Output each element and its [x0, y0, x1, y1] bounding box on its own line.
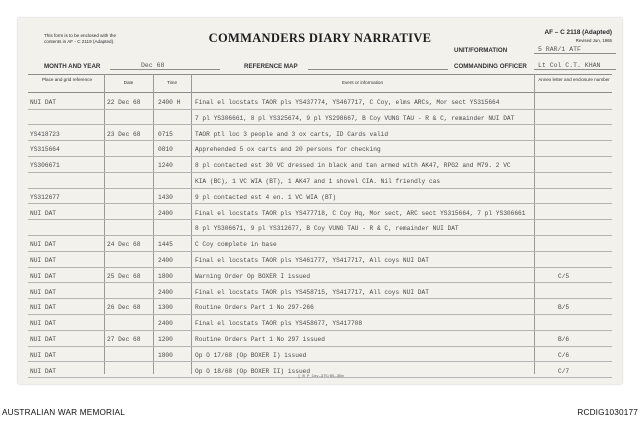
table-top-rule — [28, 74, 612, 75]
row-rule — [28, 156, 612, 157]
cell-place: YS306671 — [30, 162, 60, 170]
cell-event: TAOR ptl loc 3 people and 3 ox carts, ID Cards valid — [195, 130, 389, 138]
cell-time: 0810 — [158, 146, 173, 154]
cell-time: 1445 — [158, 241, 173, 249]
cell-annex: C/6 — [558, 351, 570, 359]
cell-place: YS312677 — [30, 193, 60, 201]
cell-time: 1240 — [158, 162, 173, 170]
row-rule — [28, 251, 612, 252]
column-header-date: Date — [123, 80, 134, 85]
cell-time: 1200 — [158, 336, 173, 343]
cell-date: 25 Dec 68 — [107, 272, 141, 280]
cell-place: NUI DAT — [30, 351, 56, 359]
cell-time: 2400 — [158, 320, 173, 328]
commanding-officer-value: Lt Col C.T. KHAN — [538, 62, 601, 69]
row-rule — [28, 282, 612, 283]
commanding-officer-label: COMMANDING OFFICER — [454, 63, 527, 70]
form-revision: Revised Jun, 1965 — [575, 38, 612, 43]
row-rule — [28, 188, 612, 189]
unit-underline — [534, 53, 616, 54]
cell-event: Warning Order Op BOXER I issued — [195, 272, 311, 280]
cell-event: 8 pl YS306671, 9 pl YS312677, B Coy VUNG TAU - R & C, remainder NUI DAT — [195, 225, 459, 233]
cell-event: KIA (BC), 1 VC WIA (BT), 1 AK47 and 1 shovel CIA. Nil friendly cas — [195, 178, 441, 185]
archive-caption: AUSTRALIAN WAR MEMORIAL — [2, 408, 126, 417]
cell-event: Routine Orders Part 1 No 297-266 — [195, 304, 314, 312]
cell-place: NUI DAT — [30, 367, 56, 375]
row-rule — [28, 219, 612, 220]
row-rule — [28, 203, 612, 204]
cell-place: NUI DAT — [30, 320, 56, 328]
cell-date: 24 Dec 68 — [107, 241, 141, 249]
cell-place: NUI DAT — [30, 288, 56, 296]
reference-map-label: REFERENCE MAP — [244, 63, 298, 70]
cell-time: 1800 — [158, 351, 173, 359]
row-rule — [28, 172, 612, 173]
cell-event: Final el locstats TAOR pls YS461777, YS417717, All coys NUI DAT — [195, 257, 429, 264]
cell-time: 1300 — [158, 304, 173, 312]
cell-event: C Coy complete in base — [195, 241, 277, 249]
printer-line: [ R P Cov—375/65—35m — [298, 375, 344, 379]
cell-event: Op O 17/68 (Op BOXER I) issued — [195, 351, 307, 359]
row-rule — [28, 314, 612, 315]
cell-time: 2400 — [158, 257, 173, 264]
cell-event: 9 pl contacted est 4 en. 1 VC WIA (BT) — [195, 193, 337, 201]
cell-place: NUI DAT — [30, 99, 56, 106]
column-header-place: Place and grid reference — [41, 77, 93, 82]
column-header-time: Time — [166, 80, 178, 85]
cell-place: NUI DAT — [30, 304, 56, 312]
row-rule — [28, 267, 612, 268]
enclosure-note: This form is to be enclosed with the contents in AF - C 2119 (Adapted). — [44, 33, 117, 44]
cell-event: Final el locstats TAOR pls YS437774, YS467717, C Coy, elms ARCs, Mor sect YS315664 — [195, 99, 500, 106]
row-rule — [28, 140, 612, 141]
column-header-events: Event or information — [341, 80, 384, 85]
cell-event: Routine Orders Part 1 No 297 issued — [195, 336, 325, 343]
cell-place: NUI DAT — [30, 336, 56, 343]
reference-map-underline — [308, 69, 448, 70]
cell-date: 22 Dec 68 — [107, 99, 141, 106]
cell-event: Apprehended 5 ox carts and 20 persons for checking — [195, 146, 381, 154]
row-rule — [28, 124, 612, 125]
cell-event: Final el locstats TAOR pls YS477718, C Coy Hq, Mor sect, ARC sect YS315664, 7 pl YS306661 — [195, 209, 526, 217]
cell-time: 0715 — [158, 130, 173, 138]
diary-sheet — [18, 18, 622, 384]
unit-label: UNIT/FORMATION — [454, 47, 508, 54]
cell-date: 23 Dec 68 — [107, 130, 141, 138]
cell-time: 2400 H — [158, 99, 181, 106]
row-rule — [28, 109, 612, 110]
cell-place: NUI DAT — [30, 257, 56, 264]
cell-annex: C/5 — [558, 272, 570, 280]
cell-place: NUI DAT — [30, 272, 56, 280]
cell-event: Op O 18/68 (Op BOXER II) issued — [195, 367, 311, 375]
row-rule — [28, 235, 612, 236]
cell-annex: B/6 — [558, 336, 570, 343]
cell-event: Final el locstats TAOR pls YS458677, YS417708 — [195, 320, 363, 328]
cell-annex: C/7 — [558, 367, 570, 375]
cell-place: NUI DAT — [30, 241, 56, 249]
header-bottom-rule — [28, 92, 612, 93]
cell-time: 1430 — [158, 193, 173, 201]
unit-value: 5 RAR/1 ATF — [538, 46, 581, 53]
cell-time: 2400 — [158, 288, 173, 296]
cell-event: 8 pl contacted est 30 VC dressed in black and tan armed with AK47, RPG2 and M79. 2 VC — [195, 162, 511, 170]
cell-date: 26 Dec 68 — [107, 304, 141, 312]
month-underline — [110, 69, 220, 70]
month-label: MONTH AND YEAR — [44, 63, 101, 70]
cell-date: 27 Dec 68 — [107, 336, 141, 343]
cell-place: YS418723 — [30, 130, 60, 138]
cell-time: 1800 — [158, 272, 173, 280]
cell-event: 7 pl YS306661, 8 pl YS325674, 9 pl YS298667, B Coy VUNG TAU - R & C, remainder NUI DAT — [195, 114, 515, 122]
record-id: RCDIG1030177 — [577, 408, 638, 417]
commanding-officer-underline — [534, 69, 616, 70]
cell-annex: B/5 — [558, 304, 570, 312]
row-rule — [28, 330, 612, 331]
cell-place: YS315664 — [30, 146, 60, 154]
form-title: COMMANDERS DIARY NARRATIVE — [208, 31, 432, 45]
row-rule — [28, 298, 612, 299]
row-rule — [28, 346, 612, 347]
month-value: Dec 68 — [141, 62, 165, 69]
cell-event: Final el locstats TAOR pls YS458715, YS417717, All coys NUI DAT — [195, 288, 429, 296]
form-code: AF – C 2118 (Adapted) — [544, 29, 612, 36]
column-header-annex: Annex letter and enclosure number — [538, 77, 610, 82]
cell-time: 2400 — [158, 209, 173, 217]
cell-place: NUI DAT — [30, 209, 56, 217]
row-rule — [28, 361, 612, 362]
